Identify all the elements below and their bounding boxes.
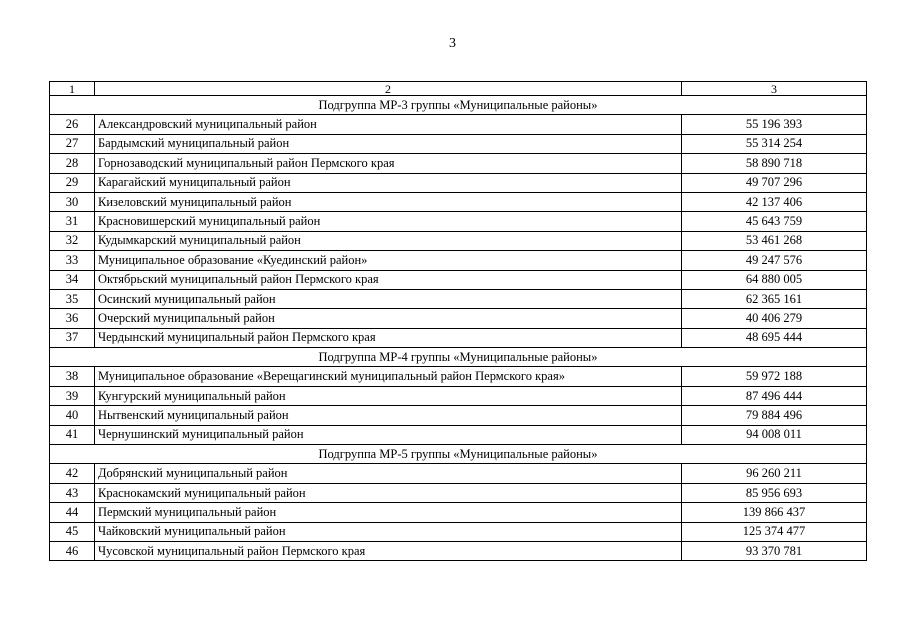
table-row: [50, 192, 867, 211]
amount-cell: 59 972 188: [682, 367, 867, 386]
amount-cell: 58 890 718: [682, 154, 867, 173]
district-name-cell: Кунгурский муниципальный район: [95, 386, 682, 405]
table-row: [50, 309, 867, 328]
district-name-cell: Октябрьский муниципальный район Пермского края: [95, 270, 682, 289]
row-number-cell: 36: [50, 309, 95, 328]
district-name-cell: Чайковский муниципальный район: [95, 522, 682, 541]
row-number-cell: 40: [50, 406, 95, 425]
district-name-cell: Карагайский муниципальный район: [95, 173, 682, 192]
table-row: [50, 173, 867, 192]
table-row: [50, 522, 867, 541]
table-row: [50, 406, 867, 425]
district-name-cell: Чусовской муниципальный район Пермского края: [95, 541, 682, 560]
amount-cell: 94 008 011: [682, 425, 867, 444]
group-title: Подгруппа МР-4 группы «Муниципальные районы»: [50, 348, 867, 367]
district-name-cell: Александровский муниципальный район: [95, 115, 682, 134]
district-name-cell: Нытвенский муниципальный район: [95, 406, 682, 425]
row-number-cell: 44: [50, 503, 95, 522]
amount-cell: 53 461 268: [682, 231, 867, 250]
amount-cell: 85 956 693: [682, 483, 867, 502]
group-header-row: [50, 348, 867, 367]
district-name-cell: Чердынский муниципальный район Пермского края: [95, 328, 682, 347]
amount-cell: 48 695 444: [682, 328, 867, 347]
row-number-cell: 46: [50, 541, 95, 560]
district-name-cell: Краснокамский муниципальный район: [95, 483, 682, 502]
district-name-cell: Бардымский муниципальный район: [95, 134, 682, 153]
table-body: [50, 82, 867, 561]
amount-cell: 139 866 437: [682, 503, 867, 522]
table-row: [50, 483, 867, 502]
table-row: [50, 503, 867, 522]
table-row: [50, 367, 867, 386]
row-number-cell: 45: [50, 522, 95, 541]
table-row: [50, 541, 867, 560]
district-name-cell: Муниципальное образование «Верещагинский муниципальный район Пермского края»: [95, 367, 682, 386]
row-number-cell: 28: [50, 154, 95, 173]
district-name-cell: Горнозаводский муниципальный район Пермского края: [95, 154, 682, 173]
row-number-cell: 29: [50, 173, 95, 192]
row-number-cell: 41: [50, 425, 95, 444]
page-number: 3: [449, 36, 456, 51]
group-title: Подгруппа МР-3 группы «Муниципальные районы»: [50, 96, 867, 115]
group-header-row: [50, 445, 867, 464]
district-name-cell: Кудымкарский муниципальный район: [95, 231, 682, 250]
table-row: [50, 212, 867, 231]
row-number-cell: 32: [50, 231, 95, 250]
row-number-cell: 33: [50, 251, 95, 270]
amount-cell: 64 880 005: [682, 270, 867, 289]
table-row: [50, 231, 867, 250]
amount-cell: 49 707 296: [682, 173, 867, 192]
district-name-cell: Чернушинский муниципальный район: [95, 425, 682, 444]
amount-cell: 125 374 477: [682, 522, 867, 541]
district-name-cell: Осинский муниципальный район: [95, 289, 682, 308]
district-name-cell: Пермский муниципальный район: [95, 503, 682, 522]
amount-cell: 55 314 254: [682, 134, 867, 153]
table-row: [50, 425, 867, 444]
amount-cell: 96 260 211: [682, 464, 867, 483]
amount-cell: 55 196 393: [682, 115, 867, 134]
table-row: [50, 270, 867, 289]
municipal-districts-table: [49, 81, 867, 561]
table-row: [50, 154, 867, 173]
district-name-cell: Добрянский муниципальный район: [95, 464, 682, 483]
table-row: [50, 328, 867, 347]
row-number-cell: 27: [50, 134, 95, 153]
group-header-row: [50, 96, 867, 115]
column-header-2: 2: [95, 82, 682, 96]
row-number-cell: 31: [50, 212, 95, 231]
amount-cell: 40 406 279: [682, 309, 867, 328]
amount-cell: 49 247 576: [682, 251, 867, 270]
table-row: [50, 115, 867, 134]
column-header-1: 1: [50, 82, 95, 96]
district-name-cell: Красновишерский муниципальный район: [95, 212, 682, 231]
row-number-cell: 42: [50, 464, 95, 483]
amount-cell: 93 370 781: [682, 541, 867, 560]
row-number-cell: 26: [50, 115, 95, 134]
table-row: [50, 289, 867, 308]
district-name-cell: Кизеловский муниципальный район: [95, 192, 682, 211]
column-header-3: 3: [682, 82, 867, 96]
amount-cell: 87 496 444: [682, 386, 867, 405]
amount-cell: 45 643 759: [682, 212, 867, 231]
row-number-cell: 43: [50, 483, 95, 502]
table-row: [50, 386, 867, 405]
row-number-cell: 39: [50, 386, 95, 405]
amount-cell: 79 884 496: [682, 406, 867, 425]
row-number-cell: 38: [50, 367, 95, 386]
column-number-header-row: [50, 82, 867, 96]
row-number-cell: 30: [50, 192, 95, 211]
group-title: Подгруппа МР-5 группы «Муниципальные районы»: [50, 445, 867, 464]
district-name-cell: Муниципальное образование «Куединский район»: [95, 251, 682, 270]
amount-cell: 62 365 161: [682, 289, 867, 308]
row-number-cell: 37: [50, 328, 95, 347]
district-name-cell: Очерский муниципальный район: [95, 309, 682, 328]
table-row: [50, 134, 867, 153]
row-number-cell: 34: [50, 270, 95, 289]
table-row: [50, 464, 867, 483]
table-row: [50, 251, 867, 270]
row-number-cell: 35: [50, 289, 95, 308]
amount-cell: 42 137 406: [682, 192, 867, 211]
